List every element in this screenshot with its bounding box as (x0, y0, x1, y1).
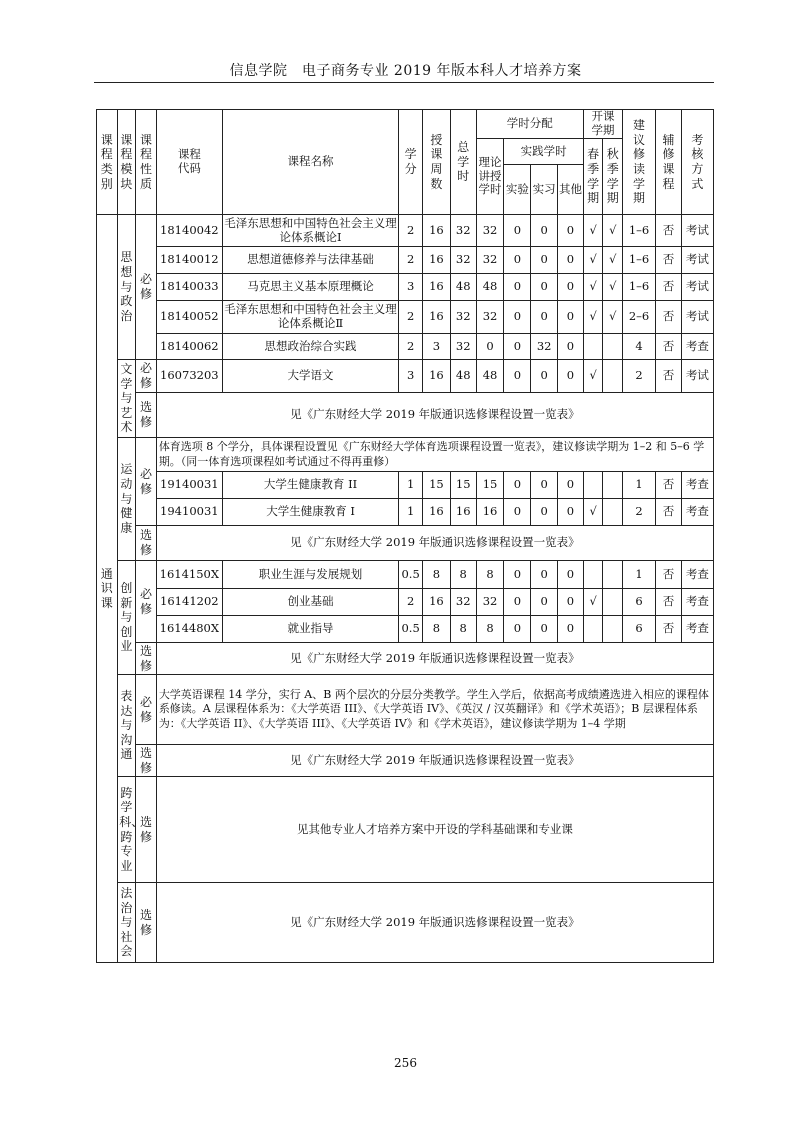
table-cell: 15 (422, 472, 450, 499)
table-cell: 19140031 (156, 472, 222, 499)
table-cell: 8 (476, 561, 504, 589)
page-header-title: 信息学院 电子商务专业 2019 年版本科人才培养方案 (229, 63, 582, 79)
table-cell: 32 (476, 247, 504, 274)
table-cell (603, 499, 623, 526)
table-cell: 4 (623, 334, 656, 360)
table-cell: 毛泽东思想和中国特色社会主义理论体系概论Ⅰ (222, 215, 398, 247)
module-sports: 运动与健康 (117, 438, 136, 561)
header-total: 总学时 (450, 110, 476, 215)
table-cell: 职业生涯与发展规划 (222, 561, 398, 589)
table-cell: 6 (623, 616, 656, 643)
table-cell: 0 (531, 301, 558, 334)
nature-elective: 选修 (136, 393, 157, 438)
table-cell: 思想政治综合实践 (222, 334, 398, 360)
header-semester: 开课学期 (583, 110, 622, 139)
page-number: 256 (394, 1056, 417, 1070)
table-cell: 3 (399, 360, 423, 393)
header-other: 其他 (558, 165, 584, 215)
table-cell: 1614150X (156, 561, 222, 589)
table-cell: 0 (531, 247, 558, 274)
table-row (97, 393, 714, 438)
table-cell: 1 (399, 472, 423, 499)
table-cell (603, 334, 623, 360)
table-cell: 0 (531, 215, 558, 247)
table-cell: 48 (476, 360, 504, 393)
table-cell: 0.5 (399, 616, 423, 643)
table-cell: 就业指导 (222, 616, 398, 643)
table-cell: 考试 (681, 360, 713, 393)
nature-required: 必修 (136, 215, 157, 360)
nature-required: 必修 (136, 438, 157, 526)
table-row (97, 616, 714, 643)
table-cell: 18140012 (156, 247, 222, 274)
table-cell: √ (583, 360, 603, 393)
table-cell (603, 360, 623, 393)
table-row (97, 883, 714, 963)
table-cell: 毛泽东思想和中国特色社会主义理论体系概论Ⅱ (222, 301, 398, 334)
header-credit: 学分 (399, 110, 423, 215)
table-cell: 考查 (681, 561, 713, 589)
table-cell: 32 (531, 334, 558, 360)
table-cell: 0 (504, 561, 531, 589)
table-cell: 否 (656, 215, 682, 247)
table-row (97, 247, 714, 274)
table-cell: 2 (399, 215, 423, 247)
table-cell: √ (583, 215, 603, 247)
header-rule (94, 82, 714, 83)
header-category: 课程类别 (97, 110, 118, 215)
table-cell: 0 (531, 589, 558, 616)
table-cell: 1–6 (623, 247, 656, 274)
elective-reference: 见《广东财经大学 2019 年版通识选修课程设置一览表》 (156, 883, 713, 963)
table-cell: 3 (399, 274, 423, 301)
table-cell: 否 (656, 616, 682, 643)
table-cell: 考试 (681, 215, 713, 247)
table-cell: 16 (422, 360, 450, 393)
header-practice: 实践学时 (504, 139, 583, 165)
module-law: 法治与社会 (117, 883, 136, 963)
table-cell: 8 (450, 561, 476, 589)
table-cell: 48 (450, 360, 476, 393)
table-cell: 0 (531, 499, 558, 526)
header-spring: 春季学期 (583, 139, 603, 215)
table-cell: 1 (399, 499, 423, 526)
header-nature: 课程性质 (136, 110, 157, 215)
table-cell: 2 (399, 301, 423, 334)
table-cell (583, 561, 603, 589)
module-innovation: 创新与创业 (117, 561, 136, 675)
table-cell: 2 (623, 499, 656, 526)
table-cell: 8 (422, 616, 450, 643)
table-cell: 1–6 (623, 274, 656, 301)
table-cell: 1–6 (623, 215, 656, 247)
table-cell: 考试 (681, 301, 713, 334)
table-row (97, 472, 714, 499)
table-cell: 马克思主义基本原理概论 (222, 274, 398, 301)
table-row (97, 589, 714, 616)
header-exam: 考核方式 (681, 110, 713, 215)
table-cell: 2 (623, 360, 656, 393)
nature-elective: 选修 (136, 745, 157, 777)
table-cell: 0 (504, 301, 531, 334)
table-cell: 0 (558, 215, 584, 247)
table-cell: 16141202 (156, 589, 222, 616)
table-cell: √ (583, 499, 603, 526)
table-cell: 0 (504, 589, 531, 616)
table-cell: √ (583, 274, 603, 301)
table-cell: 32 (450, 247, 476, 274)
table-cell: 0 (504, 247, 531, 274)
table-cell: 8 (476, 616, 504, 643)
table-cell: 否 (656, 589, 682, 616)
table-cell: 2–6 (623, 301, 656, 334)
table-cell: 否 (656, 274, 682, 301)
table-cell: 18140033 (156, 274, 222, 301)
table-row (97, 643, 714, 675)
header-internship: 实习 (531, 165, 558, 215)
table-cell: 0 (558, 561, 584, 589)
table-row (97, 334, 714, 360)
table-row (97, 499, 714, 526)
table-cell: 18140042 (156, 215, 222, 247)
table-cell: 15 (476, 472, 504, 499)
table-cell: 0 (504, 499, 531, 526)
table-cell: 否 (656, 334, 682, 360)
elective-reference: 见《广东财经大学 2019 年版通识选修课程设置一览表》 (156, 643, 713, 675)
table-row (97, 745, 714, 777)
table-cell: 3 (422, 334, 450, 360)
category-cell: 通识课 (97, 215, 118, 963)
header-aux: 辅修课程 (656, 110, 682, 215)
table-cell: 0 (504, 334, 531, 360)
table-cell: 0 (558, 499, 584, 526)
nature-elective: 选修 (136, 883, 157, 963)
header-module: 课程模块 (117, 110, 136, 215)
table-cell: 创业基础 (222, 589, 398, 616)
table-cell: 16073203 (156, 360, 222, 393)
table-cell: √ (603, 215, 623, 247)
table-cell: 否 (656, 472, 682, 499)
table-cell: 0 (558, 274, 584, 301)
table-cell: √ (583, 589, 603, 616)
table-cell: 1614480X (156, 616, 222, 643)
table-cell (583, 472, 603, 499)
table-cell: 48 (476, 274, 504, 301)
table-cell: 0 (558, 301, 584, 334)
table-cell: 2 (399, 589, 423, 616)
table-cell: 0 (558, 616, 584, 643)
course-table (96, 109, 714, 963)
elective-reference: 见《广东财经大学 2019 年版通识选修课程设置一览表》 (156, 393, 713, 438)
table-cell (583, 616, 603, 643)
nature-required: 必修 (136, 561, 157, 643)
nature-elective: 选修 (136, 526, 157, 561)
table-cell: 0 (558, 247, 584, 274)
table-row (97, 526, 714, 561)
table-cell: 16 (422, 589, 450, 616)
table-cell: 18140062 (156, 334, 222, 360)
table-cell: 考查 (681, 334, 713, 360)
table-cell: 否 (656, 301, 682, 334)
table-cell: 0 (504, 472, 531, 499)
module-politics: 思想与政治 (117, 215, 136, 360)
table-cell: 0 (531, 616, 558, 643)
table-cell: 8 (450, 616, 476, 643)
header-weeks: 授课周数 (422, 110, 450, 215)
elective-reference: 见《广东财经大学 2019 年版通识选修课程设置一览表》 (156, 745, 713, 777)
header-hour-distribution: 学时分配 (476, 110, 583, 139)
table-cell: 思想道德修养与法律基础 (222, 247, 398, 274)
table-cell: 否 (656, 247, 682, 274)
table-cell: 考查 (681, 589, 713, 616)
table-cell: 32 (450, 589, 476, 616)
table-cell: 0 (558, 589, 584, 616)
table-cell: 32 (476, 589, 504, 616)
table-cell: 19410031 (156, 499, 222, 526)
table-row (97, 675, 714, 745)
table-cell: 大学语文 (222, 360, 398, 393)
table-cell: 18140052 (156, 301, 222, 334)
header-autumn: 秋季学期 (603, 139, 623, 215)
table-cell: 2 (399, 334, 423, 360)
table-cell: √ (583, 247, 603, 274)
table-cell: 否 (656, 561, 682, 589)
table-cell: 考试 (681, 247, 713, 274)
nature-required: 必修 (136, 675, 157, 745)
table-row (97, 274, 714, 301)
table-cell: 0 (504, 616, 531, 643)
table-cell: 0 (558, 360, 584, 393)
header-theory: 理论讲授学时 (476, 139, 504, 215)
table-cell: 0 (531, 274, 558, 301)
table-cell: 考试 (681, 274, 713, 301)
cross-reference: 见其他专业人才培养方案中开设的学科基础课和专业课 (156, 777, 713, 883)
table-cell: 16 (422, 247, 450, 274)
table-cell (603, 616, 623, 643)
table-cell: 16 (422, 274, 450, 301)
table-cell: 32 (450, 334, 476, 360)
table-cell: 0 (531, 360, 558, 393)
header-suggest: 建议修读学期 (623, 110, 656, 215)
table-cell: 16 (476, 499, 504, 526)
sports-note: 体育选项 8 个学分，具体课程设置见《广东财经大学体育选项课程设置一览表》，建议修读学期为 1–2 和 5–6 学期。（同一体育选项课程如考试通过不得再重修） (156, 438, 713, 472)
table-cell: 考查 (681, 499, 713, 526)
table-cell: 15 (450, 472, 476, 499)
table-cell: 16 (450, 499, 476, 526)
table-cell: 考查 (681, 616, 713, 643)
table-cell: 0 (504, 360, 531, 393)
table-row (97, 438, 714, 472)
table-row (97, 360, 714, 393)
table-cell: 0 (558, 472, 584, 499)
english-note: 大学英语课程 14 学分，实行 A、B 两个层次的分层分类教学。学生入学后，依据高考成绩遴选进入相应的课程体系修读。A 层课程体系为：《大学英语 III》、《大学英语 IV》、《英汉 / 汉英翻译》和《学术英语》；B 层课程体系为：《大学英语 II》、《大学英语 III》、《大学英语 IV》和《学术英语》，建议修读学期为 1–4 学期 (156, 675, 713, 745)
header-name: 课程名称 (222, 110, 398, 215)
table-cell: 6 (623, 589, 656, 616)
table-cell: 否 (656, 360, 682, 393)
header-code: 课程代码 (156, 110, 222, 215)
table-cell: 32 (450, 301, 476, 334)
table-cell: √ (603, 274, 623, 301)
table-cell: 考查 (681, 472, 713, 499)
table-cell: 16 (422, 215, 450, 247)
table-cell (603, 472, 623, 499)
header-experiment: 实验 (504, 165, 531, 215)
elective-reference: 见《广东财经大学 2019 年版通识选修课程设置一览表》 (156, 526, 713, 561)
table-cell (603, 589, 623, 616)
nature-required: 必修 (136, 360, 157, 393)
table-cell: 2 (399, 247, 423, 274)
table-cell (583, 334, 603, 360)
module-literature: 文学与艺术 (117, 360, 136, 438)
table-row (97, 561, 714, 589)
table-row (97, 301, 714, 334)
nature-elective: 选修 (136, 643, 157, 675)
table-cell: 0.5 (399, 561, 423, 589)
nature-elective: 选修 (136, 777, 157, 883)
table-cell: 0 (504, 274, 531, 301)
table-cell: 大学生健康教育 II (222, 472, 398, 499)
table-cell: 0 (531, 472, 558, 499)
table-cell: 0 (558, 334, 584, 360)
table-cell (603, 561, 623, 589)
table-cell: √ (603, 301, 623, 334)
table-row (97, 215, 714, 247)
table-cell: 32 (476, 215, 504, 247)
table-cell: 8 (422, 561, 450, 589)
module-expression: 表达与沟通 (117, 675, 136, 777)
table-cell: 1 (623, 472, 656, 499)
table-cell: √ (603, 247, 623, 274)
table-cell: 大学生健康教育 I (222, 499, 398, 526)
module-cross: 跨学科、跨专业 (117, 777, 136, 883)
table-cell: 48 (450, 274, 476, 301)
table-cell: √ (583, 301, 603, 334)
table-cell: 0 (504, 215, 531, 247)
table-cell: 0 (531, 561, 558, 589)
table-cell: 1 (623, 561, 656, 589)
table-cell: 16 (422, 499, 450, 526)
table-row (97, 777, 714, 883)
table-cell: 32 (476, 301, 504, 334)
table-cell: 否 (656, 499, 682, 526)
table-cell: 32 (450, 215, 476, 247)
table-cell: 0 (476, 334, 504, 360)
table-cell: 16 (422, 301, 450, 334)
